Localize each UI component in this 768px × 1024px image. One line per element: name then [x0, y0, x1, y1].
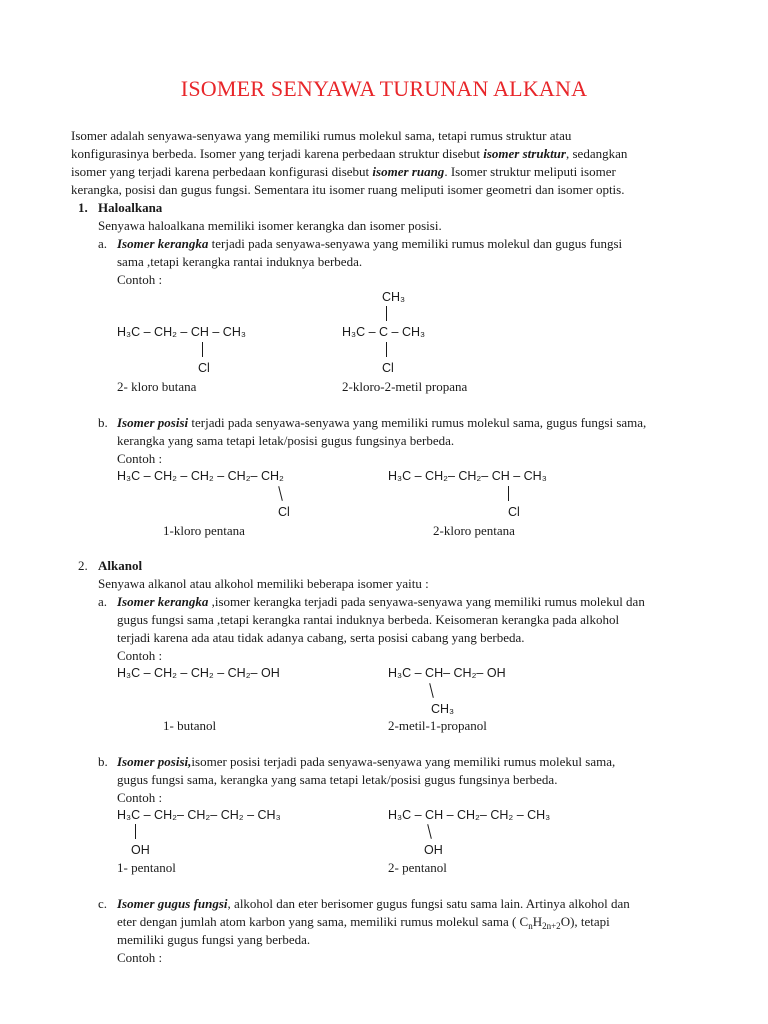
- term-isomer-struktur: isomer struktur: [483, 146, 566, 161]
- formula-2-pentanol: H₃C – CH – CH₂– CH₂ – CH₃: [388, 808, 551, 822]
- item-2c-marker: c.: [98, 896, 108, 911]
- formula-2-kloropentana: H₃C – CH₂– CH₂– CH – CH₃: [388, 469, 547, 483]
- term-isomer-gugus-fungsi: Isomer gugus fungsi: [117, 896, 228, 911]
- compound-name: 2- kloro butana: [117, 379, 197, 394]
- formula-substituent: Cl: [278, 505, 290, 519]
- item-2c-line-3: memiliki gugus fungsi yang berbeda.: [117, 932, 311, 947]
- formula-substituent: Cl: [198, 361, 210, 375]
- intro-line-1: Isomer adalah senyawa-senyawa yang memiliki rumus molekul sama, tetapi rumus struktur atau: [71, 128, 572, 143]
- intro-text: konfigurasinya berbeda. Isomer yang terjadi karena perbedaan struktur disebut: [71, 146, 484, 161]
- item-1b-marker: b.: [98, 415, 108, 430]
- term-isomer-posisi: Isomer posisi,: [117, 754, 192, 769]
- bond-line: [202, 342, 203, 357]
- item-2b-line-2: gugus fungsi sama, kerangka yang sama tetapi letak/posisi gugus fungsinya berbeda.: [117, 772, 558, 787]
- section-1-heading: Haloalkana: [98, 200, 163, 215]
- item-1a-line-1: [117, 235, 622, 252]
- contoh-label: Contoh :: [117, 451, 163, 466]
- formula-substituent: OH: [131, 843, 150, 857]
- item-1a-marker: a.: [98, 236, 108, 251]
- section-2-number: 2.: [78, 558, 88, 573]
- formula-2-klorobutana: H₃C – CH₂ – CH – CH₃: [117, 325, 246, 339]
- formula-substituent: OH: [424, 843, 443, 857]
- item-text: eter dengan jumlah atom karbon yang sama, memiliki rumus molekul sama ( C: [117, 914, 529, 929]
- compound-name: 1- butanol: [163, 718, 217, 733]
- contoh-label: Contoh :: [117, 950, 163, 965]
- formula-subscript: n: [528, 921, 533, 931]
- item-text: terjadi pada senyawa-senyawa yang memiliki rumus molekul dan gugus fungsi: [208, 236, 623, 251]
- compound-name: 2-kloro-2-metil propana: [342, 379, 468, 394]
- bond-line: [278, 486, 283, 501]
- term-isomer-posisi: Isomer posisi: [117, 415, 189, 430]
- item-1a-line-2: sama ,tetapi kerangka rantai induknya berbeda.: [117, 254, 363, 269]
- term-isomer-kerangka: Isomer kerangka: [117, 594, 209, 609]
- item-text: , alkohol dan eter berisomer gugus fungsi satu sama lain. Artinya alkohol dan: [227, 896, 630, 911]
- item-2c-line-1: [117, 895, 630, 912]
- term-isomer-kerangka: Isomer kerangka: [117, 236, 209, 251]
- section-1-desc: Senyawa haloalkana memiliki isomer kerangka dan isomer posisi.: [98, 218, 442, 233]
- intro-line-4: kerangka, posisi dan gugus fungsi. Sementara itu isomer ruang meliputi isomer geometri dan isomer optis.: [71, 182, 625, 197]
- contoh-label: Contoh :: [117, 272, 163, 287]
- compound-name: 2-kloro pentana: [433, 523, 515, 538]
- item-2c-line-2: [117, 913, 610, 930]
- section-2-heading: Alkanol: [98, 558, 143, 573]
- bond-line: [135, 824, 136, 839]
- item-text: ,isomer kerangka terjadi pada senyawa-senyawa yang memiliki rumus molekul dan: [208, 594, 645, 609]
- section-2-desc: Senyawa alkanol atau alkohol memiliki beberapa isomer yaitu :: [98, 576, 429, 591]
- item-2b-marker: b.: [98, 754, 108, 769]
- bond-line: [386, 306, 387, 321]
- item-text: isomer posisi terjadi pada senyawa-senyawa yang memiliki rumus molekul sama,: [191, 754, 616, 769]
- item-2a-marker: a.: [98, 594, 108, 609]
- formula-2-metil-1-propanol: H₃C – CH– CH₂– OH: [388, 666, 506, 680]
- section-1-number: 1.: [78, 200, 88, 215]
- intro-line-3: [71, 163, 616, 180]
- page-title: ISOMER SENYAWA TURUNAN ALKANA: [180, 76, 588, 101]
- formula-1-butanol: H₃C – CH₂ – CH₂ – CH₂– OH: [117, 666, 280, 680]
- formula-1-kloropentana: H₃C – CH₂ – CH₂ – CH₂– CH₂: [117, 469, 284, 483]
- intro-line-2: [71, 145, 627, 162]
- item-2a-line-3: terjadi karena ada atau tidak adanya cabang, serta posisi cabang yang berbeda.: [117, 630, 525, 645]
- bond-line: [429, 683, 434, 698]
- formula-substituent: Cl: [382, 361, 394, 375]
- formula-subscript: 2n+2: [542, 921, 561, 931]
- formula-2-kloro-2-metilpropana: H₃C – C – CH₃: [342, 325, 426, 339]
- intro-text: isomer yang terjadi karena perbedaan konfigurasi disebut: [71, 164, 373, 179]
- compound-name: 2-metil-1-propanol: [388, 718, 487, 733]
- bond-line: [386, 342, 387, 357]
- formula-substituent: CH₃: [382, 290, 406, 304]
- item-2b-line-1: [117, 753, 615, 770]
- compound-name: 1- pentanol: [117, 860, 176, 875]
- term-isomer-ruang: isomer ruang: [372, 164, 445, 179]
- formula-substituent: Cl: [508, 505, 520, 519]
- bond-line: [427, 824, 432, 839]
- item-2a-line-1: [117, 593, 645, 610]
- item-1b-line-2: kerangka yang sama tetapi letak/posisi gugus fungsinya berbeda.: [117, 433, 455, 448]
- contoh-label: Contoh :: [117, 648, 163, 663]
- formula-1-pentanol: H₃C – CH₂– CH₂– CH₂ – CH₃: [117, 808, 281, 822]
- formula-substituent: CH₃: [431, 702, 455, 716]
- compound-name: 2- pentanol: [388, 860, 447, 875]
- bond-line: [508, 486, 509, 501]
- intro-text: . Isomer struktur meliputi isomer: [444, 164, 616, 179]
- item-text: terjadi pada senyawa-senyawa yang memiliki rumus molekul sama, gugus fungsi sama,: [188, 415, 647, 430]
- intro-text: , sedangkan: [565, 146, 628, 161]
- compound-name: 1-kloro pentana: [163, 523, 245, 538]
- contoh-label: Contoh :: [117, 790, 163, 805]
- item-2a-line-2: gugus fungsi sama ,tetapi kerangka rantai induknya berbeda. Keisomeran kerangka pada alkohol: [117, 612, 620, 627]
- item-text: O), tetapi: [560, 914, 610, 929]
- formula-text: H: [532, 914, 543, 929]
- item-1b-line-1: [117, 414, 646, 431]
